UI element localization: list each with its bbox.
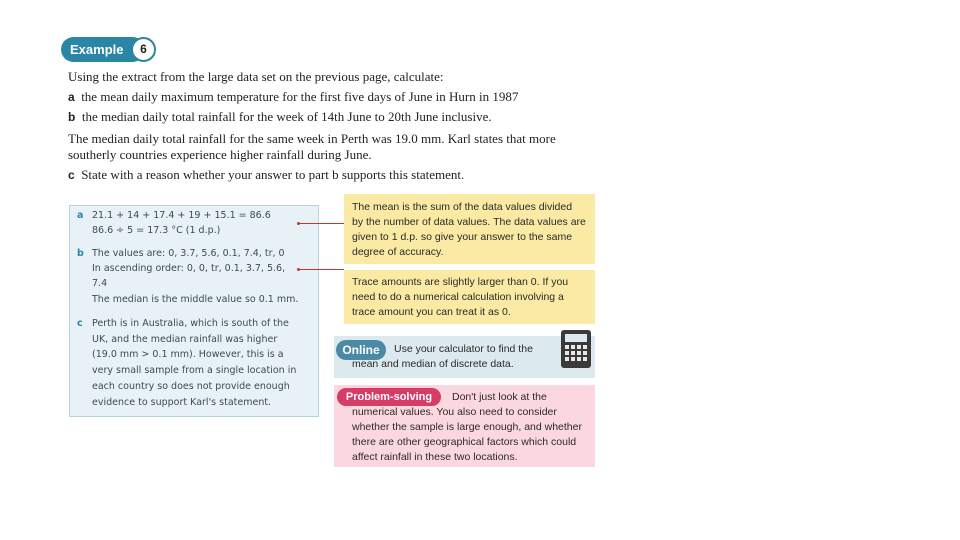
example-number: 6: [131, 37, 156, 62]
solution-c-line-2: UK, and the median rainfall was higher: [92, 334, 278, 345]
solution-b-line-4: The median is the middle value so 0.1 mm.: [92, 294, 299, 305]
part-b-label: b: [68, 110, 76, 124]
note-trace-line-1: Trace amounts are slightly larger than 0. If you: [352, 276, 569, 288]
note-mean-line-1: The mean is the sum of the data values divided: [352, 201, 573, 213]
connector-line-1: [299, 223, 344, 224]
online-line-2: mean and median of discrete data.: [352, 358, 514, 370]
solution-b-line-2: In ascending order: 0, 0, tr, 0.1, 3.7, 5.6,: [92, 263, 286, 274]
solution-a-line-1: 21.1 + 14 + 17.4 + 19 + 15.1 = 86.6: [92, 210, 271, 221]
part-c-text: State with a reason whether your answer to part b supports this statement.: [81, 167, 465, 182]
context-line-2: southerly countries experience higher rainfall during June.: [68, 147, 372, 162]
solution-c-line-4: very small sample from a single location in: [92, 365, 297, 376]
solution-box: [69, 205, 319, 417]
online-box: [334, 336, 595, 378]
connector-line-2: [299, 269, 344, 270]
problem-solving-line-1: Don't just look at the: [452, 391, 547, 403]
solution-c-line-1: Perth is in Australia, which is south of the: [92, 318, 289, 329]
note-trace-line-2: need to do a numerical calculation involving a: [352, 291, 564, 303]
problem-solving-tag: Problem-solving: [337, 388, 441, 406]
calculator-icon: [560, 329, 592, 369]
solution-b-line-3: 7.4: [92, 278, 108, 289]
solution-c-line-3: (19.0 mm > 0.1 mm). However, this is a: [92, 349, 284, 360]
note-trace: [344, 270, 595, 324]
part-a-text: the mean daily maximum temperature for the first five days of June in Hurn in 1987: [81, 89, 519, 104]
solution-a-label: a: [77, 210, 84, 221]
online-line-1: Use your calculator to find the: [394, 343, 533, 355]
solution-a-line-2: 86.6 ÷ 5 = 17.3 °C (1 d.p.): [92, 225, 221, 236]
context-line-1: The median daily total rainfall for the same week in Perth was 19.0 mm. Karl states that more: [68, 131, 556, 146]
question-part-c: [68, 166, 464, 184]
solution-b-label: b: [77, 248, 84, 259]
part-c-label: c: [68, 168, 75, 182]
solution-c-label: c: [77, 318, 83, 329]
problem-solving-line-2: numerical values. You also need to consider: [352, 406, 557, 418]
note-trace-line-3: trace amount you can treat it as 0.: [352, 306, 511, 318]
note-mean: [344, 194, 595, 264]
problem-solving-box: [334, 385, 595, 467]
problem-solving-line-4: there are other geographical factors which could: [352, 436, 577, 448]
example-label: Example: [61, 37, 145, 62]
solution-c-line-5: each country so does not provide enough: [92, 381, 290, 392]
solution-c-line-6: evidence to support Karl's statement.: [92, 397, 272, 408]
note-mean-line-2: by the number of data values. The data values are: [352, 216, 586, 228]
example-badge: [61, 37, 157, 62]
part-a-label: a: [68, 90, 75, 104]
solution-b-line-1: The values are: 0, 3.7, 5.6, 0.1, 7.4, tr, 0: [92, 248, 285, 259]
question-intro: Using the extract from the large data set on the previous page, calculate:: [68, 69, 444, 84]
note-mean-line-3: given to 1 d.p. so give your answer to the same: [352, 231, 573, 243]
problem-solving-line-3: whether the sample is large enough, and whether: [352, 421, 582, 433]
online-tag: Online: [336, 340, 386, 360]
part-b-text: the median daily total rainfall for the week of 14th June to 20th June inclusive.: [81, 109, 492, 124]
note-mean-line-4: degree of accuracy.: [352, 246, 444, 258]
question-part-b: [68, 108, 492, 126]
question-part-a: [68, 88, 518, 106]
problem-solving-line-5: affect rainfall in these two locations.: [352, 451, 518, 463]
